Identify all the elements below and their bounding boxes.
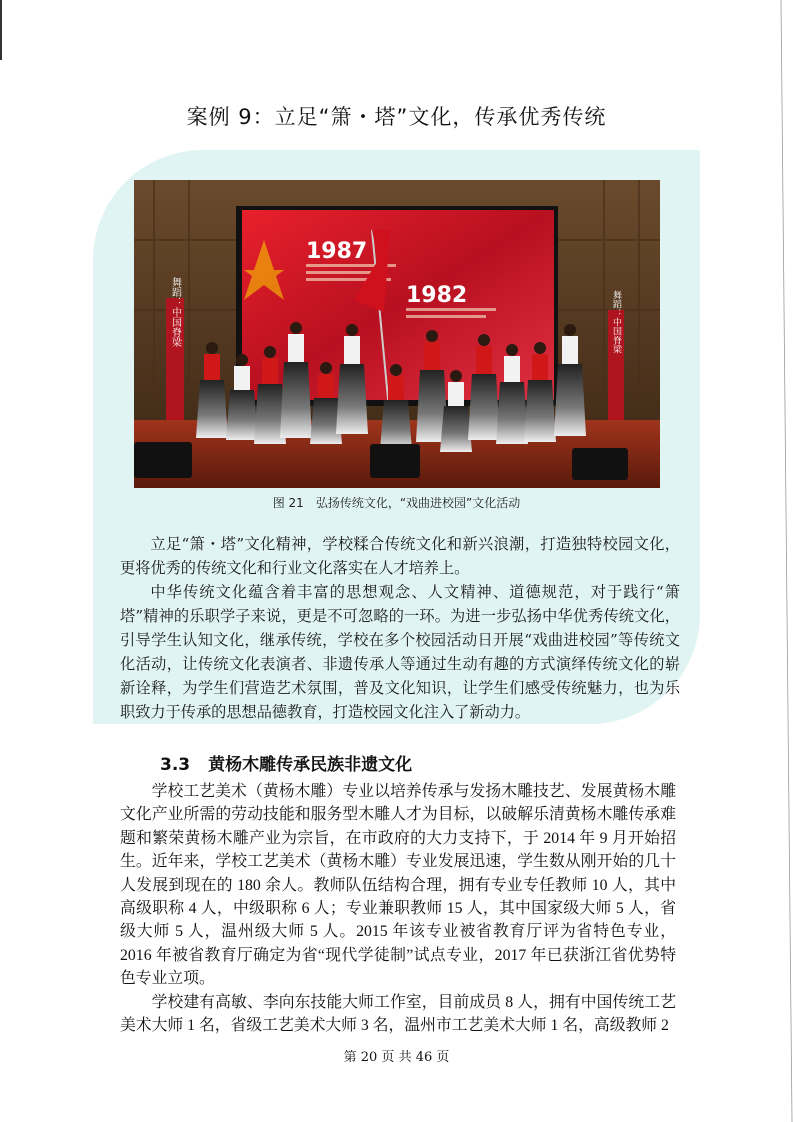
panel-paragraph: 中华传统文化蕴含着丰富的思想观念、人文精神、道德规范，对于践行“箫塔”精神的乐职学子来说，更是不可忽略的一环。为进一步弘扬中华优秀传统文化，引导学生认知文化，继承传统，学校在多个校园活动日开展“戏曲进校园”等传统文化活动，让传统文化表演者、非遗传承人等通过生动有趣的方式演绎传统文化的崭新诠释，为学生们营造艺术氛围，普及文化知识，让学生们感受传统魅力，也为乐职致力于传承的思想品德教育，打造校园文化注入了新动力。 — [120, 583, 680, 721]
page-footer: 第 20 页 共 46 页 — [343, 1050, 450, 1065]
body-paragraph: 学校建有高敏、李向东技能大师工作室，目前成员 8 人，拥有中国传统工艺美术大师 1 名，省级工艺美术大师 3 名，温州市工艺美术大师 1 名，高级教师 2 — [120, 993, 676, 1035]
case-title: 案例 9：立足“箫・塔”文化，传承优秀传统 — [186, 105, 607, 129]
panel-text — [120, 532, 680, 724]
stage-photo — [134, 180, 660, 488]
figure-caption: 图 21 弘扬传统文化，“戏曲进校园”文化活动 — [272, 496, 521, 510]
panel-paragraph: 立足“箫・塔”文化精神，学校糅合传统文化和新兴浪潮，打造独特校园文化，更将优秀的传统文化和行业文化落实在人才培养上。 — [120, 535, 680, 577]
section-body — [120, 780, 676, 1037]
screen-year-1987: 1987 — [306, 239, 368, 264]
section-number: 3.3 — [160, 755, 191, 775]
section-heading — [160, 750, 412, 775]
banner-left: 舞蹈：中国脊梁 — [169, 277, 181, 347]
page-edge-line-right — [779, 0, 793, 1122]
page-edge-line — [0, 0, 2, 60]
banner-right: 舞蹈：中国脊梁 — [611, 290, 621, 354]
screen-year-1982: 1982 — [406, 283, 468, 308]
body-paragraph: 学校工艺美术（黄杨木雕）专业以培养传承与发扬木雕技艺、发展黄杨木雕文化产业所需的劳动技能和服务型木雕人才为目标，以破解乐清黄杨木雕传承难题和繁荣黄杨木雕产业为宗旨，在市政府的大力支持下，于 2014 年 9 月开始招生。近年来，学校工艺美术（黄杨木雕）专业发展迅速，学生数从刚开始的几十人发展到现在的 180 余人。教师队伍结构合理，拥有专业专任教师 10 人，其中高级职称 4 人，中级职称 6 人；专业兼职教师 15 人，其中国家级大师 5 人，省级大师 5 人，温州级大师 5 人。2015 年该专业被省教育厅评为省特色专业，2016 年被省教育厅确定为省“现代学徒制”试点专业，2017 年已获浙江省优势特色专业立项。 — [120, 783, 676, 988]
section-title: 黄杨木雕传承民族非遗文化 — [208, 755, 413, 775]
